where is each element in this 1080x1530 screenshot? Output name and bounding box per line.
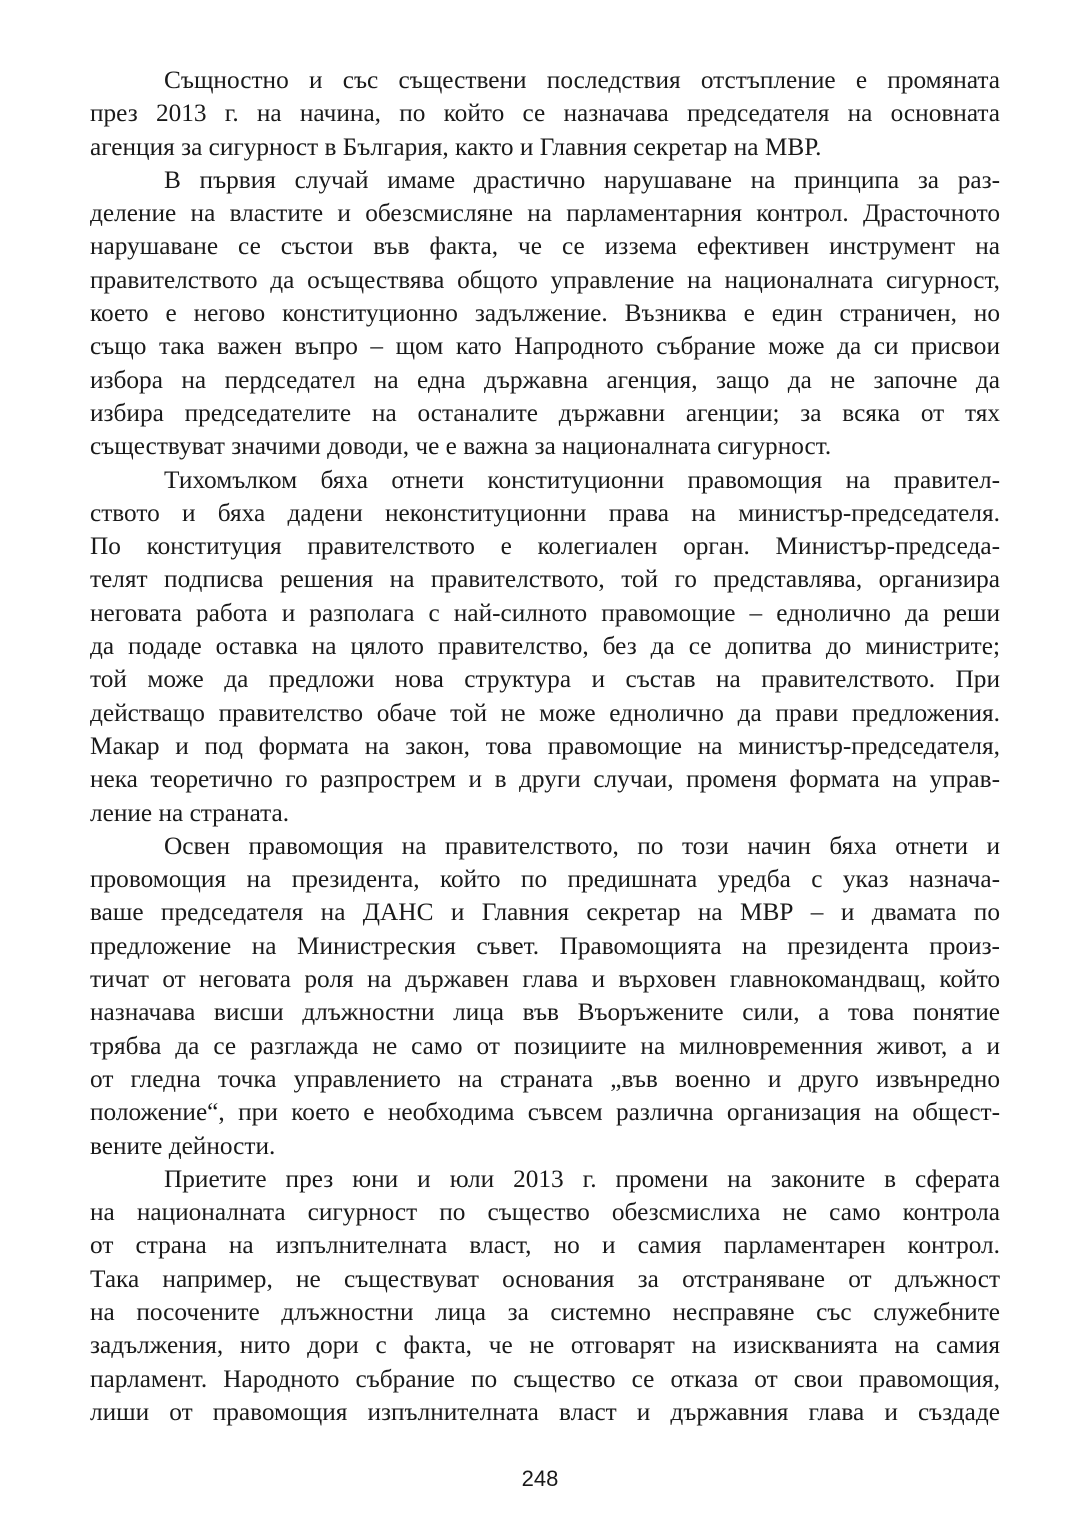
text-line: което е негово конституционно задължение. Възниква е един страничен, но bbox=[90, 299, 1000, 328]
text-line: да подаде оставка на цялото правителство, без да се допитва до министрите; bbox=[90, 632, 1000, 661]
text-line: задължения, нито дори с факта, че не отговарят на изискванията на самия bbox=[90, 1331, 1000, 1360]
text-line: той може да предложи нова структура и състав на правителството. При bbox=[90, 665, 1000, 694]
text-line: също така важен въпро – щом като Напродното събрание може да си присвои bbox=[90, 332, 1000, 361]
document-body bbox=[90, 64, 1000, 1429]
text-line: Приетите през юни и юли 2013 г. промени на законите в сферата bbox=[164, 1164, 1000, 1193]
text-line: действащо правителство обаче той не може еднолично да прави предложения. bbox=[90, 698, 1000, 727]
text-line: нарушаване се състои във факта, че се иззема ефективен инструмент на bbox=[90, 232, 1000, 261]
text-line: Същностно и със съществени последствия отстъпление е промяната bbox=[164, 66, 1000, 94]
text-line: агенция за сигурност в България, както и Главния секретар на МВР. bbox=[90, 132, 822, 161]
paragraph-2 bbox=[90, 164, 1000, 464]
text-line: парламент. Народното събрание по същество се отказа от свои правомощия, bbox=[90, 1364, 1000, 1393]
text-line: трябва да се разглажда не само от позициите на милновременния живот, а и bbox=[90, 1031, 1000, 1060]
text-line: тичат от неговата роля на държавен глава и върховен главнокомандващ, който bbox=[90, 965, 1000, 994]
text-line: избира председателите на останалите държавни агенции; за всяка от тях bbox=[90, 398, 1000, 427]
paragraph-1 bbox=[90, 64, 1000, 164]
text-line: на националната сигурност по същество обезсмислиха не само контрола bbox=[90, 1198, 1000, 1227]
text-line: По конституция правителството е колегиален орган. Министър-председа- bbox=[90, 532, 1000, 561]
text-line: Тихомълком бяха отнети конституционни правомощия на правител- bbox=[164, 465, 1000, 494]
text-line: ление на страната. bbox=[90, 798, 290, 827]
paragraph-3 bbox=[90, 464, 1000, 830]
text-line: назначава висши длъжностни лица във Въоръжените сили, а това понятие bbox=[90, 998, 1000, 1027]
page-number: 248 bbox=[521, 1466, 559, 1491]
text-line: положение“, при което е необходима съвсем различна организация на общест- bbox=[90, 1098, 1000, 1127]
text-line: от гледна точка управлението на страната „във военно и друго извънредно bbox=[90, 1064, 1000, 1093]
text-line: неговата работа и разполага с най-силното правомощие – еднолично да реши bbox=[90, 598, 1000, 627]
text-line: съществуват значими доводи, че е важна за националната сигурност. bbox=[90, 432, 832, 461]
text-line: ваше председателя на ДАНС и Главния секретар на МВР – и двамата по bbox=[90, 898, 1000, 927]
text-line: провомощия на президента, който по предишната уредба с указ назнача- bbox=[90, 865, 1000, 894]
text-line: избора на пердседател на една държавна агенция, защо да не започне да bbox=[90, 365, 1000, 394]
text-line: нека теоретично го разпрострем и в други случаи, променя формата на управ- bbox=[90, 765, 1000, 794]
text-line: телят подписва решения на правителството, той го представлява, организира bbox=[90, 565, 1000, 594]
paragraph-5 bbox=[90, 1163, 1000, 1429]
text-line: през 2013 г. на начина, по който се назначава председателя на основната bbox=[90, 99, 1000, 128]
text-line: деление на властите и обезсмисляне на парламентарния контрол. Драсточното bbox=[90, 199, 1000, 228]
text-line: Освен правомощия на правителството, по този начин бяха отнети и bbox=[164, 831, 1000, 860]
text-line: от страна на изпълнителната власт, но и самия парламентарен контрол. bbox=[90, 1231, 1000, 1260]
text-line: Така например, не съществуват основания за отстраняване от длъжност bbox=[90, 1264, 1000, 1293]
text-line: правителството да осъществява общото управление на националната сигурност, bbox=[90, 265, 1000, 294]
text-line: лиши от правомощия изпълнителната власт и държавния глава и създаде bbox=[90, 1397, 1000, 1426]
paragraph-4 bbox=[90, 830, 1000, 1163]
text-line: предложение на Министреския съвет. Правомощията на президента произ- bbox=[90, 931, 1000, 960]
text-line: В първия случай имаме драстично нарушаване на принципа за раз- bbox=[164, 165, 1000, 194]
text-line: на посочените длъжностни лица за системно несправяне със служебните bbox=[90, 1297, 1000, 1326]
text-line: Макар и под формата на закон, това правомощие на министър-председателя, bbox=[90, 731, 1000, 760]
text-line: ството и бяха дадени неконституционни права на министър-председателя. bbox=[90, 498, 1000, 527]
text-line: вените дейности. bbox=[90, 1131, 276, 1160]
